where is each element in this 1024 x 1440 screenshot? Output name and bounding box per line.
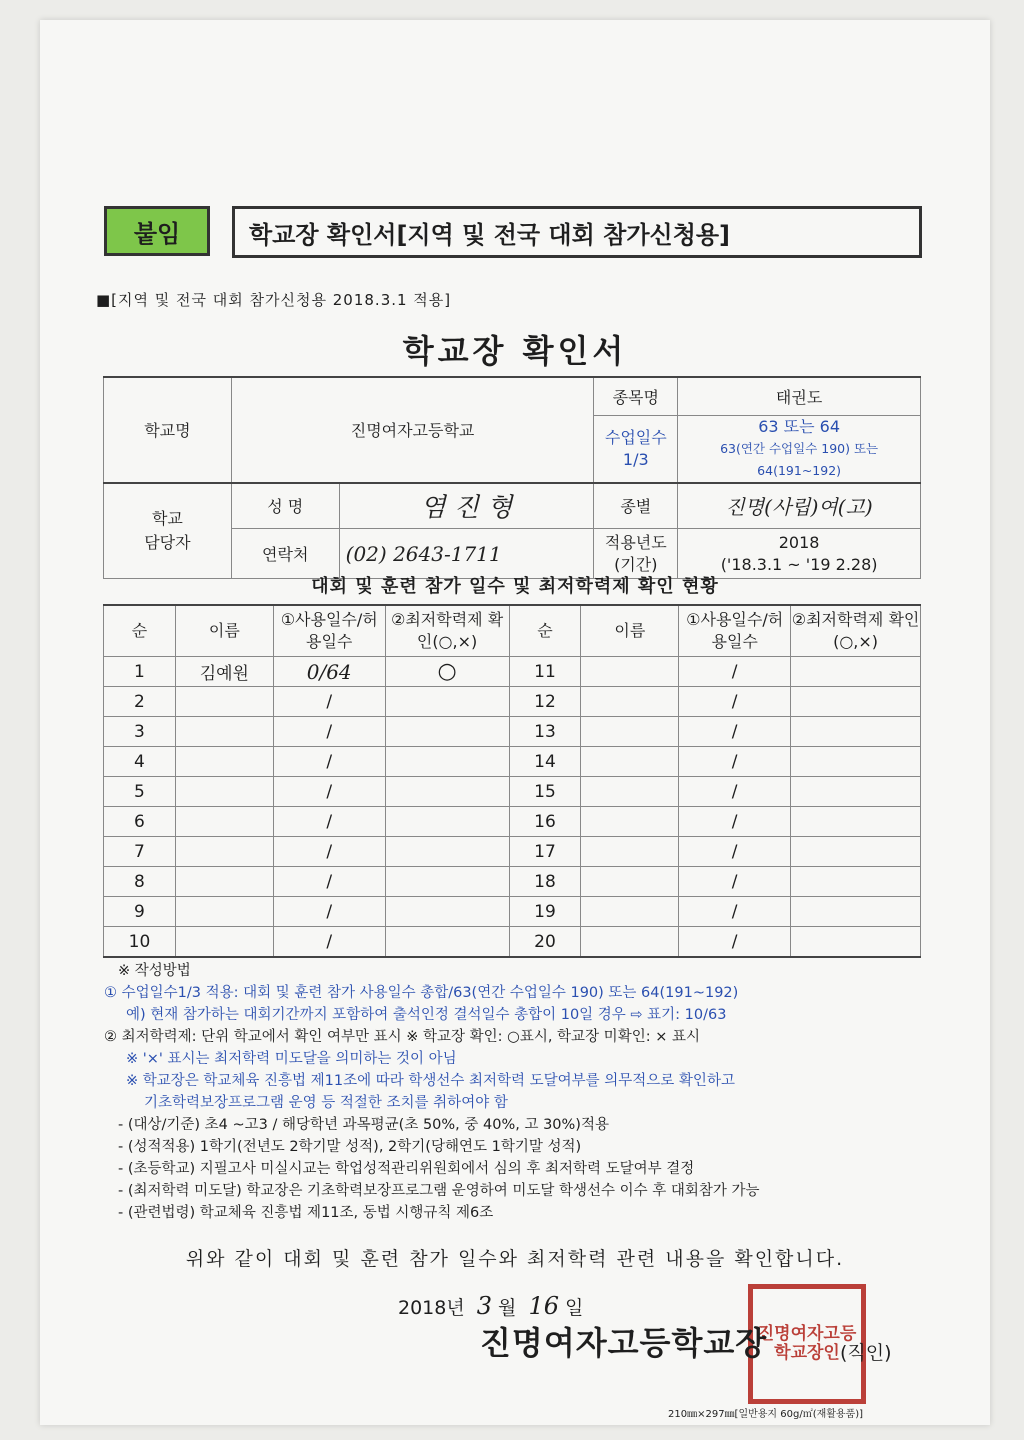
date-year: 2018년 [398,1297,465,1319]
cell-name [175,687,273,717]
cell-no: 19 [509,897,581,927]
cell-check [791,807,921,837]
col-name: 이름 [581,605,679,657]
cell-name [581,927,679,958]
document-title: 학교장 확인서 [402,332,628,370]
cell-name [175,867,273,897]
attendance-body [104,657,921,958]
cell-check [385,897,509,927]
cell-name [581,657,679,687]
cell-check [385,867,509,897]
note-4b: 기초학력보장프로그램 운영 등 적절한 조치를 취하여야 함 [144,1095,508,1111]
cell-days: / [679,657,791,687]
col-check: ②최저학력제 확인(○,×) [791,605,921,657]
attendance-table [103,604,921,958]
section-title: 대회 및 훈련 참가 일수 및 최저학력제 확인 현황 [311,576,719,597]
note-4a: ※ 학교장은 학교체육 진흥법 제11조에 따라 학생선수 최저학력 도달여부를 의무적으로 확인하고 [126,1073,735,1089]
table-row [104,927,921,958]
cell-name [581,747,679,777]
days-label [594,415,678,483]
cell-name [581,837,679,867]
cell-no: 13 [509,717,581,747]
cell-name [175,837,273,867]
table-row [104,687,921,717]
manager-label-line1: 학교 [151,508,183,528]
cell-no: 3 [104,717,176,747]
cell-check: ○ [385,657,509,687]
cell-check [385,747,509,777]
cell-check [791,687,921,717]
cell-days: / [273,777,385,807]
cell-check [385,837,509,867]
document-page [40,20,990,1425]
cell-check [791,897,921,927]
name-value: 염 진 형 [339,483,594,529]
date-day: 16 [528,1292,559,1320]
cell-no: 20 [509,927,581,958]
cell-no: 6 [104,807,176,837]
table-row [104,837,921,867]
cell-no: 10 [104,927,176,958]
cell-check [791,927,921,958]
paper-spec: 210㎜×297㎜[일반용지 60g/㎡(재활용품)] [668,1409,864,1420]
cell-check [385,717,509,747]
cell-no: 14 [509,747,581,777]
cell-name [581,867,679,897]
cell-days: / [273,897,385,927]
days-value-line1: 63 또는 64 [758,416,841,436]
year-label [594,529,678,579]
seal-text: 진명여자고등학교장인 [757,1324,857,1363]
contact-value: (02) 2643-1711 [339,529,594,579]
cell-no: 11 [509,657,581,687]
table-row [104,747,921,777]
cell-days: / [679,837,791,867]
note-6: - (성적적용) 1학기(전년도 2학기말 성적), 2학기(당해연도 1학기말 성적) [118,1139,582,1155]
cell-name [175,927,273,958]
cell-name [581,897,679,927]
cell-days: / [273,747,385,777]
cell-check [791,657,921,687]
cell-name [581,807,679,837]
cell-days: / [679,717,791,747]
col-days: ①사용일수/허용일수 [273,605,385,657]
cell-name [581,777,679,807]
days-value [678,415,921,483]
cell-no: 15 [509,777,581,807]
cell-name [175,777,273,807]
cell-no: 16 [509,807,581,837]
cell-no: 4 [104,747,176,777]
col-check: ②최저학력제 확인(○,×) [385,605,509,657]
col-no: 순 [509,605,581,657]
cell-name [175,717,273,747]
note-5: - (대상/기준) 초4 ~고3 / 해당학년 과목평균(초 50%, 중 40%, 고 30%)적용 [118,1117,609,1133]
note-2: ② 최저학력제: 단위 학교에서 확인 여부만 표시 ※ 학교장 확인: ○표시, 학교장 미확인: × 표시 [104,1029,700,1045]
seal-label: (직인) [840,1342,892,1364]
cell-check [791,867,921,897]
cell-days: / [679,807,791,837]
event-label: 종목명 [594,377,678,415]
manager-label-line2: 담당자 [144,532,191,552]
table-row [104,717,921,747]
cell-name [175,747,273,777]
year-value-line2: ('18.3.1 ~ '19 2.28) [720,554,878,574]
note-3: ※ '×' 표시는 최저학력 미도달을 의미하는 것이 아님 [126,1051,457,1067]
cell-check [791,777,921,807]
cell-check [385,807,509,837]
confirmation-statement: 위와 같이 대회 및 훈련 참가 일수와 최저학력 관련 내용을 확인합니다. [185,1248,845,1270]
cell-no: 12 [509,687,581,717]
cell-days: / [679,897,791,927]
type-value: 진명(사립)여(고) [678,483,921,529]
contact-label: 연락처 [231,529,339,579]
year-value-line1: 2018 [778,532,820,552]
cell-name [175,897,273,927]
table-row [104,897,921,927]
cell-check [791,747,921,777]
cell-name [175,807,273,837]
info-table [103,376,921,579]
note-9: - (관련법령) 학교체육 진흥법 제11조, 동법 시행규칙 제6조 [118,1205,494,1221]
cell-days: 0/64 [273,657,385,687]
table-row [104,807,921,837]
cell-days: / [679,747,791,777]
table-row [104,777,921,807]
cell-no: 17 [509,837,581,867]
header-title: 학교장 확인서[지역 및 전국 대회 참가신청용] [232,206,922,258]
date-month: 3 [476,1292,493,1320]
table-row [104,657,921,687]
cell-name: 김예원 [175,657,273,687]
note-1a: ① 수업일수1/3 적용: 대회 및 훈련 참가 사용일수 총합/63(연간 수업일수 190) 또는 64(191~192) [104,985,739,1001]
cell-days: / [679,777,791,807]
cell-days: / [273,927,385,958]
instructions [104,960,954,1224]
cell-days: / [679,927,791,958]
year-label-line2: (기간) [614,554,658,574]
cell-no: 2 [104,687,176,717]
cell-no: 9 [104,897,176,927]
cell-check [385,927,509,958]
days-label-line2: 1/3 [622,449,649,469]
cell-check [791,717,921,747]
note-7: - (초등학교) 지필고사 미실시교는 학업성적관리위원회에서 심의 후 최저학력 도달여부 결정 [118,1161,695,1177]
attachment-tag: 붙임 [104,206,210,256]
table-row [104,867,921,897]
cell-no: 8 [104,867,176,897]
sign-date [398,1292,583,1320]
date-month-unit: 월 [498,1297,517,1319]
school-label: 학교명 [104,377,232,483]
col-days: ①사용일수/허용일수 [679,605,791,657]
year-value [678,529,921,579]
year-label-line1: 적용년도 [604,532,667,552]
cell-days: / [273,717,385,747]
note-8: - (최저학력 미도달) 학교장은 기초학력보장프로그램 운영하여 미도달 학생선수 이수 후 대회참가 가능 [118,1183,760,1199]
cell-check [385,687,509,717]
col-no: 순 [104,605,176,657]
manager-label [104,483,232,579]
cell-days: / [273,807,385,837]
cell-no: 7 [104,837,176,867]
cell-days: / [679,687,791,717]
date-day-unit: 일 [565,1297,584,1319]
form-subnote: ■[지역 및 전국 대회 참가신청용 2018.3.1 적용] [96,291,452,309]
cell-check [791,837,921,867]
cell-days: / [273,837,385,867]
cell-check [385,777,509,807]
days-label-line1: 수업일수 [604,427,667,447]
cell-days: / [273,687,385,717]
cell-no: 1 [104,657,176,687]
name-label: 성 명 [231,483,339,529]
principal-stamp: 진명여자고등학교장 [480,1324,768,1362]
event-value: 태권도 [678,377,921,415]
cell-no: 18 [509,867,581,897]
notes-heading: ※ 작성방법 [118,963,191,979]
school-name: 진명여자고등학교 [231,377,594,483]
cell-name [581,717,679,747]
note-1b: 예) 현재 참가하는 대회기간까지 포함하여 출석인정 결석일수 총합이 10일 경우 ⇨ 표기: 10/63 [126,1007,727,1023]
col-name: 이름 [175,605,273,657]
cell-days: / [273,867,385,897]
cell-days: / [679,867,791,897]
days-value-line2: 63(연간 수업일수 190) 또는 64(191~192) [720,440,879,478]
type-label: 종별 [594,483,678,529]
cell-no: 5 [104,777,176,807]
cell-name [581,687,679,717]
